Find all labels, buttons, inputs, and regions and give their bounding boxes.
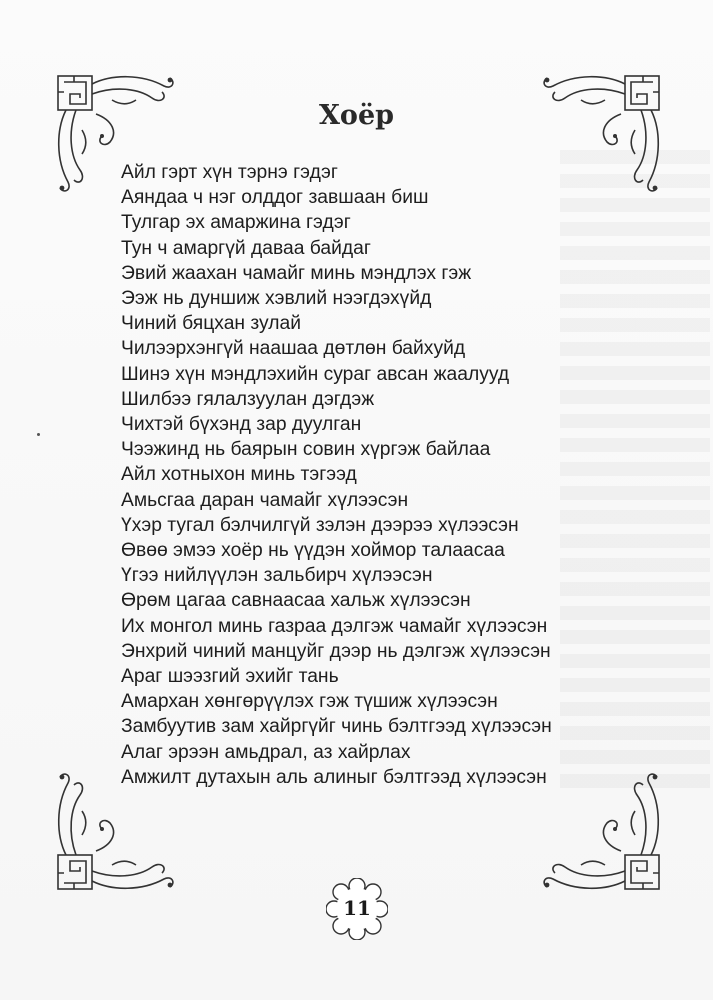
poem-line: Энхрий чиний манцуйг дээр нь дэлгэж хүлээсэн: [121, 640, 551, 662]
page-title: Хоёр: [318, 100, 394, 131]
poem-line: Алаг эрээн амьдрал, аз хайрлах: [121, 741, 411, 763]
poem-line: Ээж нь дуншиж хэвлий нээгдэхүйд: [121, 288, 432, 310]
poem-line: Аяндаа ч нэг олддог завшаан биш: [121, 187, 429, 209]
poem-line: Үгээ нийлүүлэн зальбирч хүлээсэн: [121, 565, 433, 587]
poem-line: Өвөө эмээ хоёр нь үүдэн хоймор талаасаа: [121, 540, 505, 562]
paper-speck: [37, 433, 40, 436]
poem-line: Чихтэй бүхэнд зар дуулган: [121, 414, 362, 436]
poem-line: Чээжинд нь баярын совин хүргэж байлаа: [121, 439, 491, 461]
poem-line: Шилбээ гялалзуулан дэгдэж: [121, 388, 375, 410]
poem-line: Эвий жаахан чамайг минь мэндлэх гэж: [121, 262, 472, 284]
poem-line: Өрөм цагаа савнаасаа хальж хүлээсэн: [121, 590, 471, 612]
poem-line: Амжилт дутахын аль алиныг бэлтгээд хүлээсэн: [121, 766, 547, 788]
poem-line: Тун ч амаргүй даваа байдаг: [121, 237, 371, 259]
poem-line: Айл гэрт хүн тэрнэ гэдэг: [121, 162, 338, 183]
poem-line: Амьсгаа даран чамайг хүлээсэн: [121, 489, 409, 511]
poem-line: Чиний бяцхан зулай: [121, 313, 302, 335]
page-number-badge: [326, 878, 388, 940]
poem-line: Араг шээзгий эхийг тань: [121, 666, 339, 688]
poem-body: [121, 160, 601, 790]
poem-line: Амархан хөнгөрүүлэх гэж түшиж хүлээсэн: [121, 691, 498, 713]
poem-line: Замбуутив зам хайргүйг чинь бэлтгээд хүлээсэн: [121, 716, 552, 738]
page-number: 11: [343, 896, 371, 920]
poem-line: Үхэр тугал бэлчилгүй зэлэн дээрээ хүлээсэн: [121, 514, 519, 536]
poem-line: Айл хотныхон минь тэгээд: [121, 464, 357, 486]
poem-line: Шинэ хүн мэндлэхийн сураг авсан жаалууд: [121, 363, 510, 385]
poem-line: Их монгол минь газраа дэлгэж чамайг хүлээсэн: [121, 615, 548, 637]
poem-line: Тулгар эх амаржина гэдэг: [121, 212, 351, 234]
poem-line: Чилээрхэнгүй наашаа дөтлөн байхуйд: [121, 338, 466, 360]
